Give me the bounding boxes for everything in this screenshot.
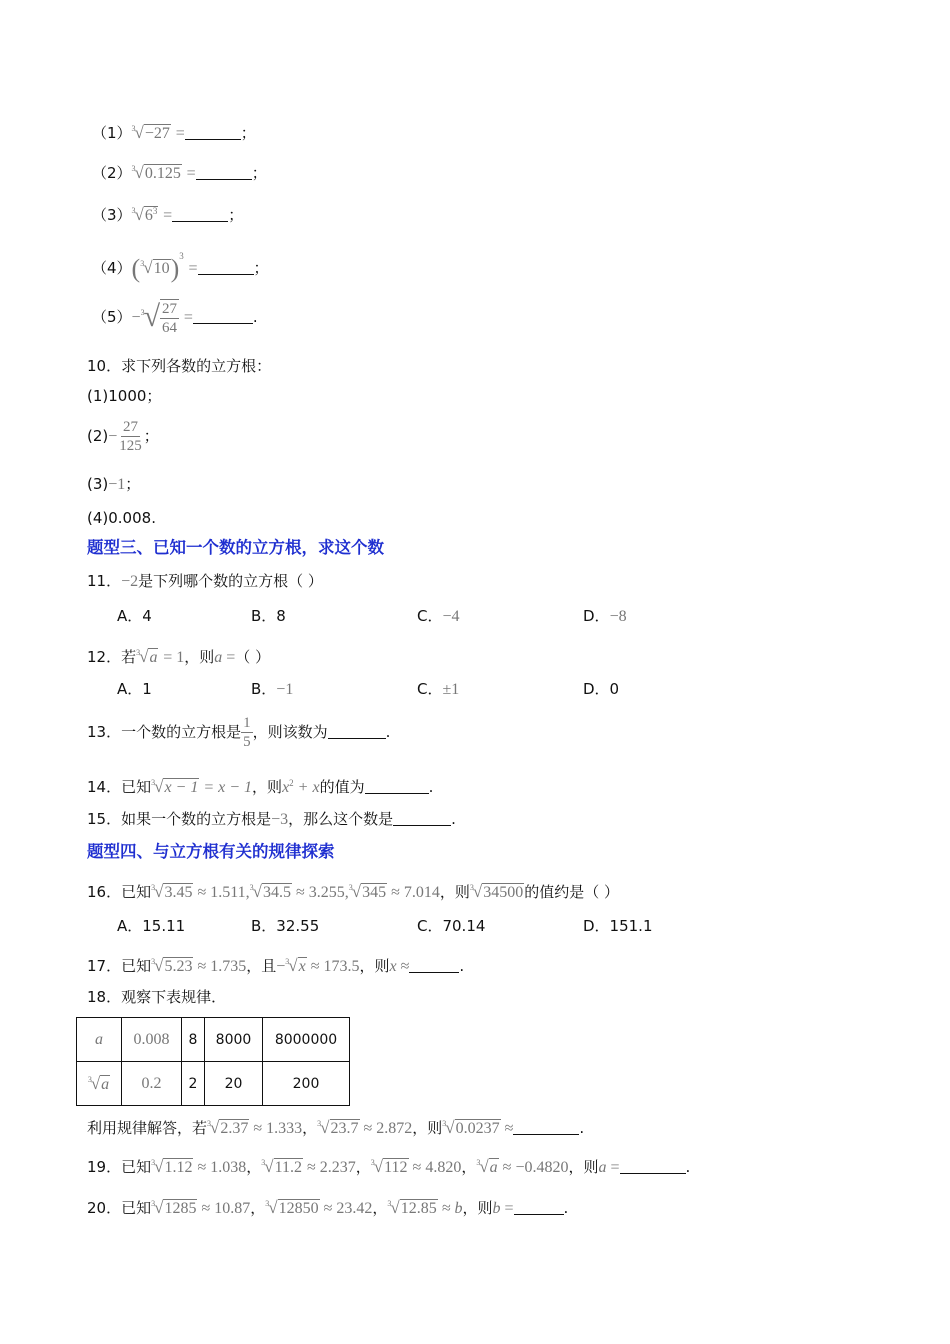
answer-blank[interactable]: [513, 1120, 579, 1135]
q11-option-a[interactable]: A．4: [117, 607, 152, 625]
q16-option-d[interactable]: D．151.1: [583, 917, 653, 935]
q17-stem: 17．已知$^3$√5.23 ≈ 1.735，且−$^3$√x ≈ 173.5，则x ≈ .: [87, 956, 465, 975]
q12-stem: 12．若$^3$√a = 1，则a =（ ）: [87, 647, 271, 666]
q14-stem: 14．已知$^3$√x − 1 = x − 1，则$x^2 + x$的值为 .: [87, 777, 434, 796]
q10-part-3: (3)−1；: [87, 475, 141, 493]
q10-part-2: (2)− $\frac{27}{125}$ ；: [87, 419, 159, 454]
table-row: $^3$√a 0.2 2 20 200: [77, 1062, 350, 1106]
q9-item-5: （5）−$^3$√ $\frac{27}{64}$ = .: [92, 300, 258, 336]
q16-stem: 16．已知$^3$√3.45 ≈ 1.511,$^3$√34.5 ≈ 3.255,$^3$√345 ≈ 7.014，则$^3$√34500的值约是（ ）: [87, 882, 620, 901]
q11-option-c[interactable]: C．−4: [417, 607, 460, 625]
q12-option-c[interactable]: C．±1: [417, 680, 460, 698]
answer-blank[interactable]: [196, 165, 252, 180]
q10-part-4: (4)0.008.: [87, 509, 156, 527]
answer-blank[interactable]: [393, 811, 451, 826]
q12-option-b[interactable]: B．−1: [251, 680, 294, 698]
q13-stem: 13．一个数的立方根是 $\frac{1}{5}$ ，则该数为 .: [87, 715, 391, 750]
q19-stem: 19．已知$^3$√1.12 ≈ 1.038，$^3$√11.2 ≈ 2.237，$^3$√112 ≈ 4.820，$^3$√a ≈ −0.4820，则a = .: [87, 1157, 691, 1176]
pattern-table: [76, 1017, 350, 1106]
q9-item-3: $(3)^3√6^3$ = ；: [92, 205, 244, 224]
q11-option-d[interactable]: D．−8: [583, 607, 627, 625]
q9-item-2: $(2)^3√0.125$ = ；: [92, 163, 267, 182]
q16-option-b[interactable]: B．32.55: [251, 917, 320, 935]
q10-part-1: (1)1000；: [87, 387, 162, 405]
answer-blank[interactable]: [365, 779, 429, 794]
answer-blank[interactable]: [185, 125, 241, 140]
table-row: a 0.008 8 8000 8000000: [77, 1018, 350, 1062]
section-heading-3: 题型三、已知一个数的立方根，求这个数: [87, 538, 384, 557]
answer-blank[interactable]: [409, 958, 459, 973]
q16-option-a[interactable]: A．15.11: [117, 917, 186, 935]
section-heading-4: 题型四、与立方根有关的规律探索: [87, 842, 335, 861]
q16-option-c[interactable]: C．70.14: [417, 917, 486, 935]
q15-stem: 15．如果一个数的立方根是−3，那么这个数是 .: [87, 810, 456, 828]
q9-item-4: $(4)(^3√10)^3$ = ；: [92, 251, 269, 283]
answer-blank[interactable]: [514, 1200, 564, 1215]
q9-item-1: $(1)^3√-27$ = ；: [92, 123, 256, 142]
q12-option-a[interactable]: A．1: [117, 680, 152, 698]
q11-option-b[interactable]: B．8: [251, 607, 286, 625]
answer-blank[interactable]: [198, 260, 254, 275]
answer-blank[interactable]: [193, 309, 253, 324]
answer-blank[interactable]: [620, 1159, 686, 1174]
answer-blank[interactable]: [328, 724, 386, 739]
q12-option-d[interactable]: D．0: [583, 680, 620, 698]
q18-question: 利用规律解答，若$^3$√2.37 ≈ 1.333，$^3$√23.7 ≈ 2.872，则$^3$√0.0237 ≈ .: [87, 1118, 585, 1137]
q11-stem: 11．−2是下列哪个数的立方根（ ）: [87, 572, 323, 590]
q10-stem: 10．求下列各数的立方根：: [87, 357, 272, 375]
answer-blank[interactable]: [172, 207, 228, 222]
q18-stem: 18．观察下表规律．: [87, 988, 227, 1006]
q20-stem: 20．已知$^3$√1285 ≈ 10.87，$^3$√12850 ≈ 23.42，$^3$√12.85 ≈ b，则b = .: [87, 1198, 569, 1217]
